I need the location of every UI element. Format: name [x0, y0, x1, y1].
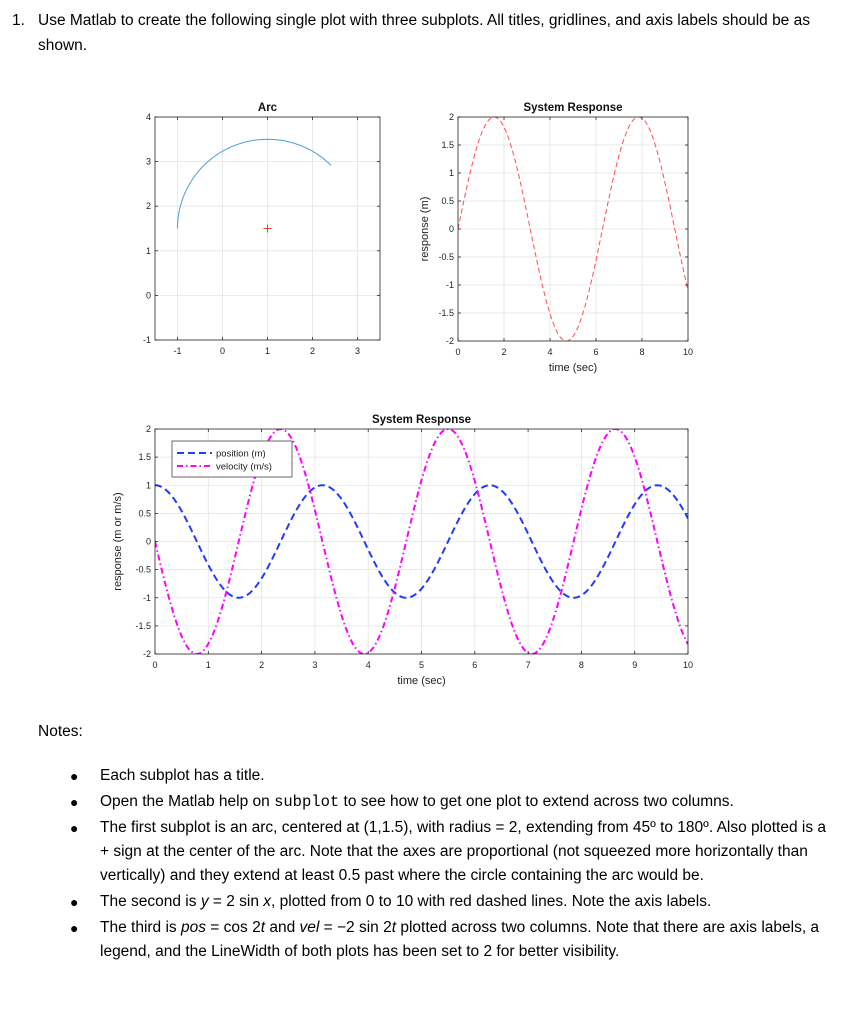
- y-tick-label: 3: [145, 156, 151, 167]
- x-tick-label: 3: [312, 660, 318, 670]
- note-text: The third is: [100, 919, 181, 936]
- y-tick-label: -0.5: [135, 564, 151, 575]
- y-tick-label: -1: [142, 335, 151, 345]
- y-tick-label: 1: [145, 245, 151, 256]
- question-text: Use Matlab to create the following single plot with three subplots. All titles, gridlines, and axis labels should be as shown.: [38, 12, 810, 54]
- x-tick-label: 9: [632, 660, 638, 670]
- x-tick-label: 8: [639, 347, 645, 357]
- note-text: t: [260, 919, 266, 936]
- x-tick-label: 4: [365, 660, 371, 670]
- note-item: [60, 764, 830, 788]
- chart-title: Arc: [257, 102, 278, 114]
- note-text: Open the Matlab help on: [100, 793, 275, 810]
- bullet-icon: ●: [70, 768, 79, 784]
- bullet-icon: ●: [70, 820, 79, 836]
- note-text: and: [265, 919, 300, 936]
- x-tick-label: 5: [418, 660, 425, 670]
- x-tick-label: 2: [501, 347, 507, 357]
- note-text: t: [391, 919, 397, 936]
- note-text: , plotted from 0 to 10 with red dashed lines. Note the axis labels.: [271, 893, 712, 910]
- note-text: plotted across two columns. Note that there are axis labels, a legend, and the LineWidth of both plots has been set to 2 for better visibility.: [100, 919, 820, 960]
- note-text: vel: [299, 919, 320, 936]
- note-text: = 2 sin: [208, 893, 264, 910]
- x-tick-label: 7: [525, 660, 531, 670]
- legend-label: velocity (m/s): [216, 461, 272, 473]
- y-tick-label: 2: [145, 201, 151, 212]
- y-tick-label: 2: [448, 112, 454, 122]
- bullet-icon: ●: [70, 920, 79, 936]
- y-tick-label: -1: [445, 280, 454, 290]
- question-number: 1.: [12, 12, 25, 29]
- x-tick-label: 8: [578, 660, 584, 670]
- y-tick-label: -0.5: [438, 252, 454, 262]
- note-text: = cos 2: [205, 919, 261, 936]
- chart-title: System Response: [371, 414, 472, 426]
- y-tick-label: 1: [448, 168, 454, 178]
- bullet-icon: ●: [70, 794, 79, 810]
- x-tick-label: 0: [455, 347, 461, 357]
- y-tick-label: 4: [145, 112, 151, 122]
- x-axis-label: time (sec): [397, 675, 446, 687]
- x-tick-label: 2: [309, 346, 316, 356]
- y-tick-label: 0: [145, 536, 151, 547]
- x-tick-label: 3: [354, 346, 361, 356]
- y-tick-label: 1.5: [138, 452, 151, 463]
- x-tick-label: 1: [205, 660, 211, 670]
- note-text: The second is: [100, 893, 201, 910]
- x-tick-label: 2: [259, 660, 265, 670]
- y-axis-label: response (m or m/s): [112, 492, 124, 591]
- note-text: pos: [180, 919, 206, 936]
- x-tick-label: 10: [682, 660, 694, 670]
- note-text: x: [263, 893, 272, 910]
- note-item: [60, 916, 830, 964]
- note-text: to see how to get one plot to extend across two columns.: [339, 793, 734, 810]
- note-item: [60, 890, 830, 914]
- notes-list: [60, 764, 830, 966]
- y-axis-label: response (m): [419, 196, 431, 262]
- y-tick-label: 1.5: [441, 140, 454, 150]
- note-text: The first subplot is an arc, centered at (1,1.5), with radius = 2, extending from 45º to 180º. Also plotted is a + sign at the center of the arc. Note that the axes are proportional (not squeezed more horizontally than vertically) and they extend at least 0.5 past where the circle containing the arc would be.: [100, 819, 827, 884]
- x-tick-label: 6: [472, 660, 478, 670]
- y-tick-label: -1.5: [135, 620, 151, 631]
- note-text: = −2 sin 2: [319, 919, 392, 936]
- x-tick-label: 0: [219, 346, 226, 356]
- bullet-icon: ●: [70, 894, 79, 910]
- notes-title: Notes:: [38, 723, 83, 740]
- note-item: [60, 816, 830, 888]
- x-tick-label: 1: [264, 346, 271, 356]
- chart-title: System Response: [523, 102, 623, 114]
- y-tick-label: -1: [142, 592, 151, 603]
- x-axis-label: time (sec): [548, 362, 598, 374]
- note-text: y: [200, 893, 209, 910]
- y-tick-label: -2: [445, 336, 454, 346]
- y-tick-label: 2: [145, 424, 151, 434]
- y-tick-label: -2: [142, 649, 151, 659]
- x-tick-label: 6: [593, 347, 599, 357]
- legend-label: position (m): [216, 448, 266, 460]
- y-tick-label: 0.5: [441, 196, 454, 206]
- y-tick-label: 1: [145, 480, 151, 491]
- x-tick-label: -1: [173, 346, 182, 356]
- y-tick-label: 0: [448, 224, 454, 234]
- y-tick-label: -1.5: [438, 308, 454, 318]
- note-text: subplot: [274, 793, 340, 811]
- note-item: [60, 790, 830, 814]
- y-tick-label: 0.5: [138, 508, 151, 519]
- note-text: Each subplot has a title.: [100, 767, 265, 784]
- y-tick-label: 0: [145, 290, 151, 301]
- x-tick-label: 10: [682, 347, 694, 357]
- x-tick-label: 4: [547, 347, 553, 357]
- x-tick-label: 0: [152, 660, 158, 670]
